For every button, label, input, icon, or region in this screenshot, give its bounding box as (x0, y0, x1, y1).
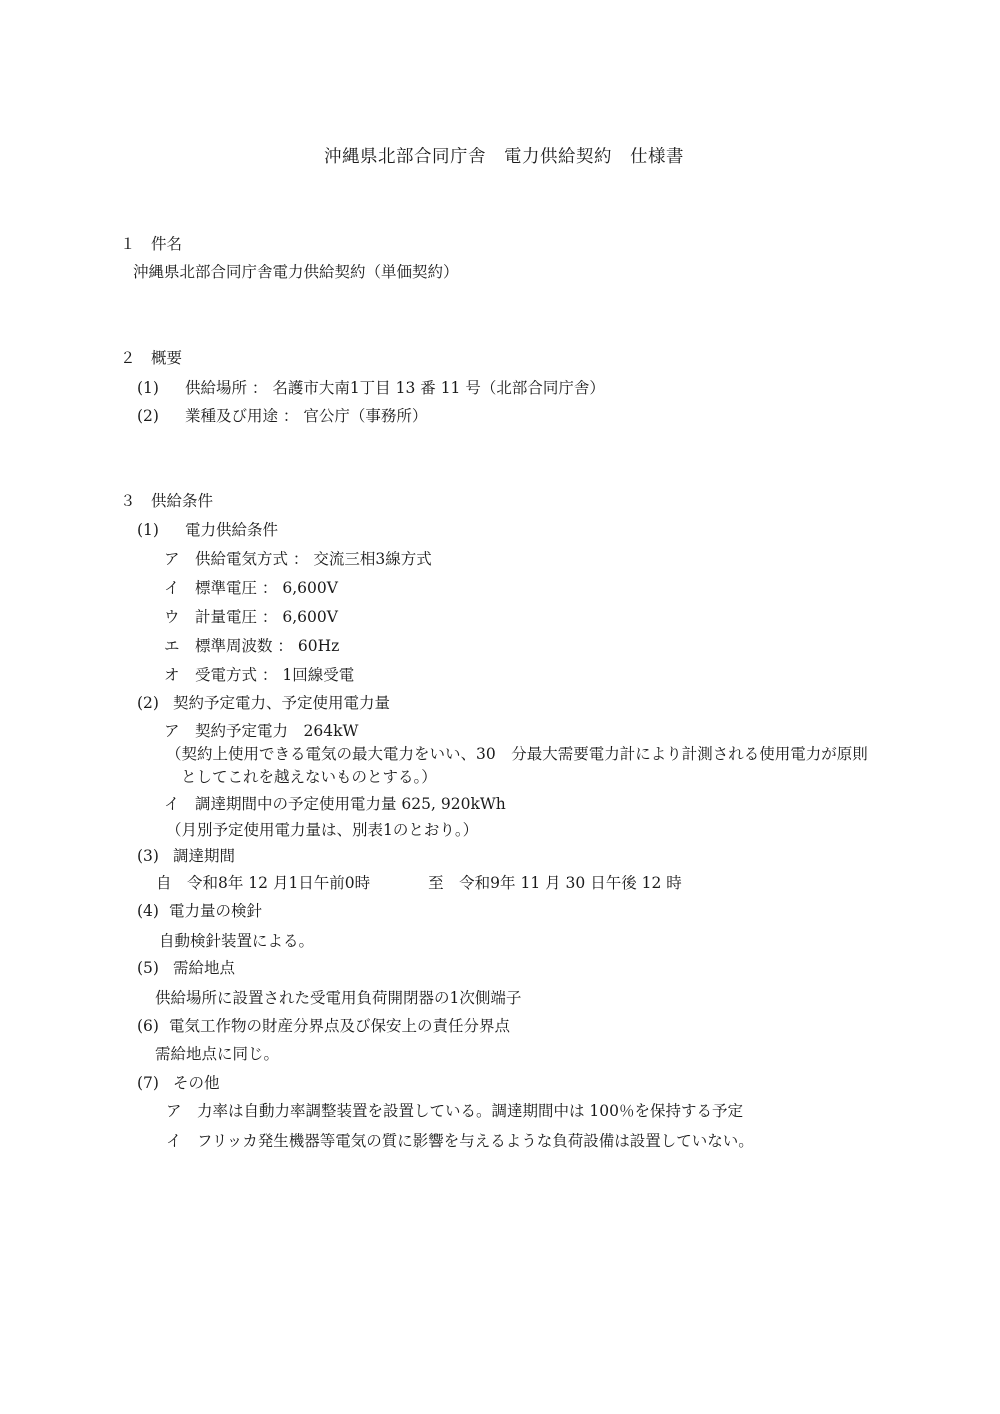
subsection-title: その他 (172, 1074, 220, 1092)
planned-usage: イ 調達期間中の予定使用電力量 625, 920kWh (164, 795, 506, 813)
planned-usage-note: （月別予定使用電力量は、別表1のとおり。） (166, 821, 479, 839)
supply-item: イ 標準電圧 ： 6,600V (164, 579, 338, 597)
subsection-title: 契約予定電力、予定使用電力量 (172, 694, 390, 712)
subsection-5-heading (137, 958, 235, 978)
subsection-title: 電力供給条件 (184, 521, 278, 539)
subsection-4-text: 自動検針装置による。 (159, 932, 315, 950)
section-3-heading: ３ 供給条件 (120, 492, 214, 510)
subsection-5-text: 供給場所に設置された受電用負荷開閉器の1次側端子 (155, 989, 522, 1007)
item-number: (1) (137, 379, 159, 397)
subsection-6-heading (137, 1016, 510, 1036)
contract-power-note-cont: としてこれを越えないものとする。） (181, 768, 437, 786)
contract-power-note: （契約上使用できる電気の最大電力をいい、30 分最大需要電力計により計測される使用電力が原則 (166, 745, 868, 763)
procurement-period (156, 873, 682, 893)
section-1-text: 沖縄県北部合同庁舎電力供給契約（単価契約） (133, 263, 459, 281)
subsection-number: (2) (137, 694, 159, 712)
subsection-number: (7) (137, 1074, 159, 1092)
supply-item: ア 供給電気方式 ： 交流三相3線方式 (164, 550, 432, 568)
subsection-title: 電気工作物の財産分界点及び保安上の責任分界点 (168, 1017, 510, 1035)
subsection-6-text: 需給地点に同じ。 (155, 1045, 280, 1063)
supply-item: ウ 計量電圧 ： 6,600V (164, 608, 338, 626)
section-2-heading: ２ 概要 (120, 349, 183, 367)
other-item: ア 力率は自動力率調整装置を設置している。調達期間中は 100％を保持する予定 (166, 1102, 744, 1120)
section-1-heading: １ 件名 (120, 235, 183, 253)
subsection-title: 需給地点 (172, 959, 235, 977)
subsection-number: (1) (137, 521, 159, 539)
item-text: 供給場所 ： 名護市大南1丁目 13 番 11 号（北部合同庁舎） (184, 379, 605, 397)
period-from: 自 令和8年 12 月1日午前0時 (156, 874, 371, 892)
subsection-title: 調達期間 (172, 847, 235, 865)
subsection-2-heading (137, 693, 390, 713)
supply-item: オ 受電方式 ： 1回線受電 (164, 666, 355, 684)
section-2-item-2 (137, 406, 427, 426)
document-title: 沖縄県北部合同庁舎 電力供給契約 仕様書 (324, 147, 684, 167)
contract-power: ア 契約予定電力 264kW (164, 722, 359, 740)
subsection-number: (5) (137, 959, 159, 977)
subsection-1-heading (137, 520, 278, 540)
subsection-number: (6) (137, 1017, 159, 1035)
subsection-7-heading (137, 1073, 219, 1093)
item-number: (2) (137, 407, 159, 425)
subsection-4-heading (137, 901, 262, 921)
supply-item: エ 標準周波数 ： 60Hz (164, 637, 340, 655)
subsection-title: 電力量の検針 (168, 902, 262, 920)
subsection-3-heading (137, 846, 235, 866)
item-text: 業種及び用途 ： 官公庁（事務所） (184, 407, 428, 425)
section-2-item-1 (137, 378, 605, 398)
subsection-number: (3) (137, 847, 159, 865)
subsection-number: (4) (137, 902, 159, 920)
other-item: イ フリッカ発生機器等電気の質に影響を与えるような負荷設備は設置していない。 (166, 1132, 754, 1150)
period-to: 至 令和9年 11 月 30 日午後 12 時 (428, 874, 682, 892)
